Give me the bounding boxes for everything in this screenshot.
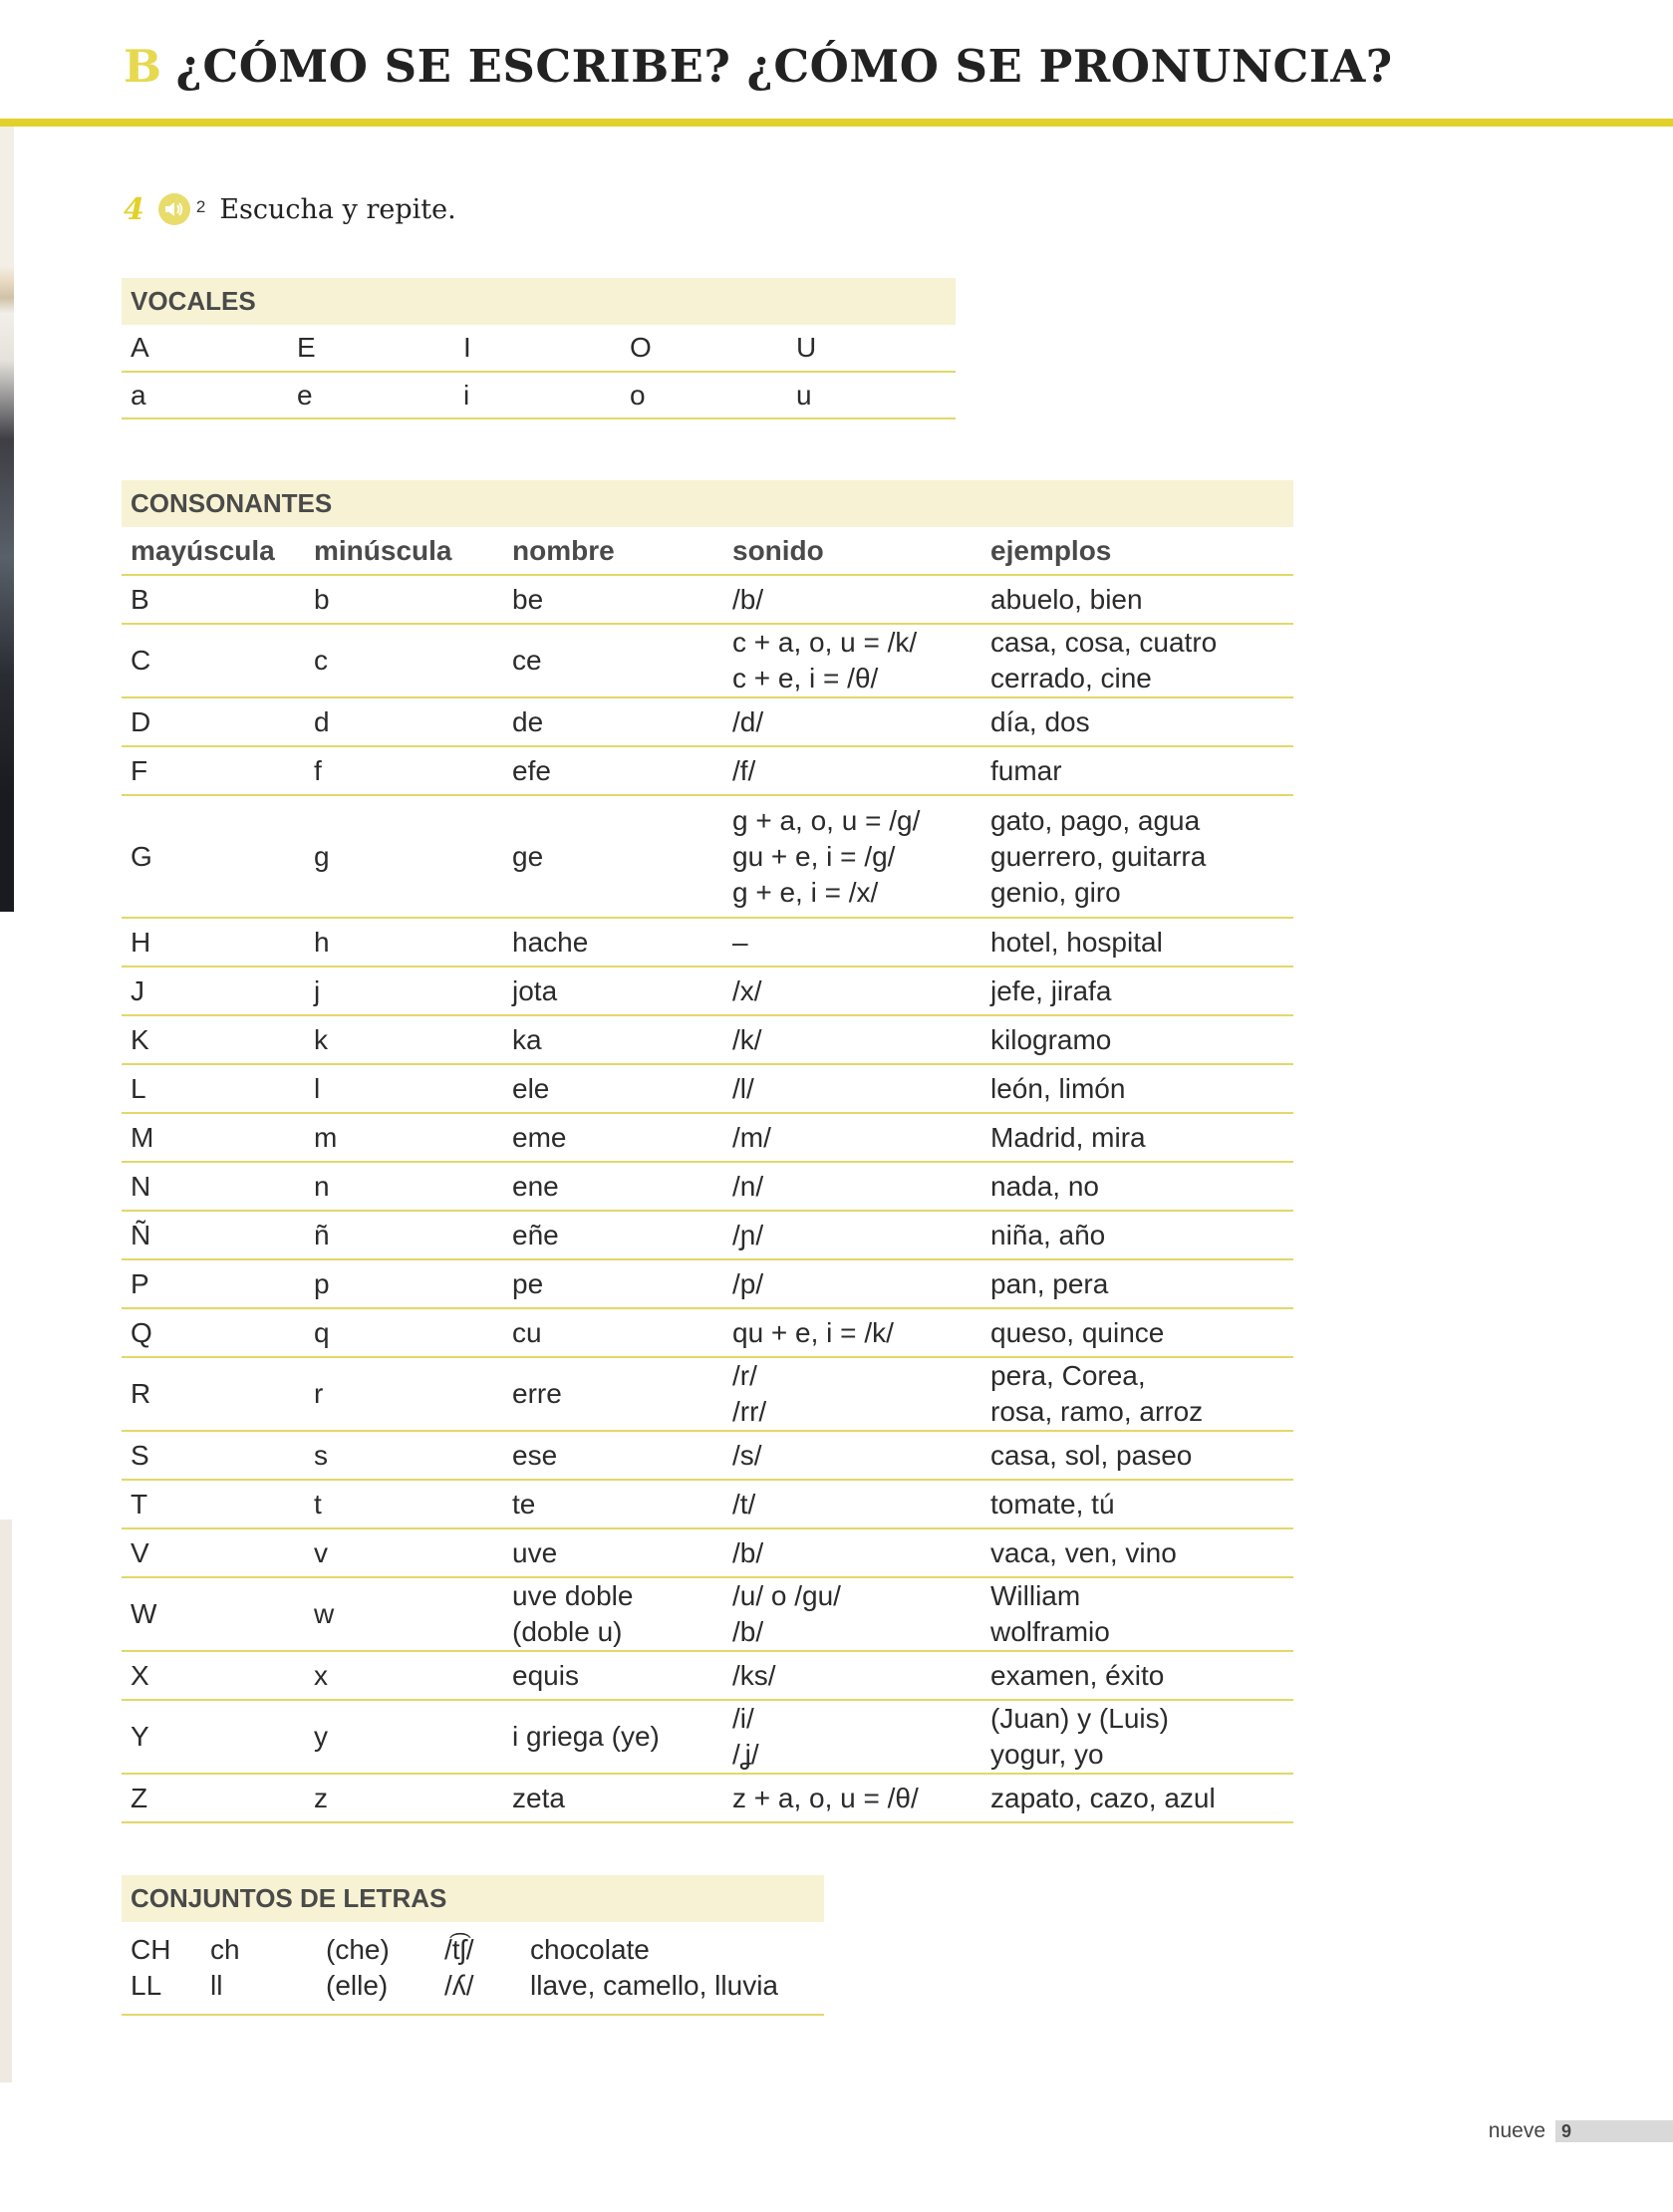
column-header: minúscula — [305, 527, 503, 575]
uppercase-cell: P — [122, 1259, 305, 1308]
letter-name-cell: hache — [503, 918, 723, 967]
page-footer — [1489, 2120, 1673, 2142]
vocales-upper-row — [122, 325, 956, 372]
sound-cell: /t/ — [723, 1480, 981, 1528]
examples-cell: kilogramo — [981, 1015, 1293, 1064]
uppercase-cell: R — [122, 1357, 305, 1431]
sound-cell: /x/ — [723, 967, 981, 1015]
lowercase-cell: b — [305, 575, 503, 624]
letter-name-cell: efe — [503, 746, 723, 795]
conjunto-upper: LL — [122, 1968, 201, 2015]
uppercase-cell: J — [122, 967, 305, 1015]
consonant-row — [122, 624, 1293, 697]
consonant-row — [122, 1162, 1293, 1211]
vowel-cell: o — [621, 372, 787, 418]
examples-cell: nada, no — [981, 1162, 1293, 1211]
letter-name-cell: jota — [503, 967, 723, 1015]
examples-cell: tomate, tú — [981, 1480, 1293, 1528]
sound-cell: /ɲ/ — [723, 1211, 981, 1259]
section-title: ¿CÓMO SE ESCRIBE? ¿CÓMO SE PRONUNCIA? — [175, 40, 1393, 93]
letter-name-cell: i griega (ye) — [503, 1700, 723, 1774]
conjunto-lower: ch — [210, 1934, 240, 1965]
uppercase-cell: C — [122, 624, 305, 697]
consonant-row — [122, 1480, 1293, 1528]
sound-cell: g + a, o, u = /g/ gu + e, i = /g/ g + e, i = /x/ — [723, 795, 981, 918]
letter-name-cell: erre — [503, 1357, 723, 1431]
sound-cell: /d/ — [723, 697, 981, 746]
examples-cell: examen, éxito — [981, 1651, 1293, 1700]
letter-name-cell: uve — [503, 1528, 723, 1577]
uppercase-cell: V — [122, 1528, 305, 1577]
letter-name-cell: ele — [503, 1064, 723, 1113]
consonant-row — [122, 1211, 1293, 1259]
vowel-cell: u — [787, 372, 956, 418]
sound-cell: /i/ /ʝ/ — [723, 1700, 981, 1774]
lowercase-cell: y — [305, 1700, 503, 1774]
conjunto-example: llave, camello, lluvia — [521, 1968, 824, 2015]
uppercase-cell: X — [122, 1651, 305, 1700]
examples-cell: Madrid, mira — [981, 1113, 1293, 1162]
sound-cell: /r/ /rr/ — [723, 1357, 981, 1431]
lowercase-cell: w — [305, 1577, 503, 1651]
uppercase-cell: L — [122, 1064, 305, 1113]
sound-cell: qu + e, i = /k/ — [723, 1308, 981, 1357]
uppercase-cell: Y — [122, 1700, 305, 1774]
consonantes-table — [122, 480, 1293, 1823]
letter-name-cell: de — [503, 697, 723, 746]
vowel-cell: i — [454, 372, 621, 418]
vowel-cell: a — [122, 372, 288, 418]
consonant-row — [122, 1308, 1293, 1357]
consonant-row — [122, 1015, 1293, 1064]
sound-cell: /m/ — [723, 1113, 981, 1162]
consonant-row — [122, 575, 1293, 624]
lowercase-cell: l — [305, 1064, 503, 1113]
examples-cell: casa, sol, paseo — [981, 1431, 1293, 1480]
vocales-caption: VOCALES — [122, 278, 956, 325]
examples-cell: fumar — [981, 746, 1293, 795]
lowercase-cell: f — [305, 746, 503, 795]
vowel-cell: E — [288, 325, 454, 372]
consonantes-header-row — [122, 527, 1293, 575]
lowercase-cell: s — [305, 1431, 503, 1480]
consonant-row — [122, 1357, 1293, 1431]
letter-name-cell: eñe — [503, 1211, 723, 1259]
uppercase-cell: Z — [122, 1774, 305, 1822]
uppercase-cell: Q — [122, 1308, 305, 1357]
examples-cell: (Juan) y (Luis) yogur, yo — [981, 1700, 1293, 1774]
examples-cell: pera, Corea, rosa, ramo, arroz — [981, 1357, 1293, 1431]
audio-track-number: 2 — [195, 197, 206, 216]
conjunto-sound: /ʎ/ — [435, 1968, 521, 2015]
exercise-heading — [124, 189, 456, 229]
lowercase-cell: k — [305, 1015, 503, 1064]
letter-name-cell: uve doble (doble u) — [503, 1577, 723, 1651]
consonant-row — [122, 918, 1293, 967]
sound-cell: c + a, o, u = /k/ c + e, i = /θ/ — [723, 624, 981, 697]
conjunto-name: (che) — [326, 1934, 390, 1965]
letter-name-cell: pe — [503, 1259, 723, 1308]
sound-cell: /u/ o /gu/ /b/ — [723, 1577, 981, 1651]
vowel-cell: U — [787, 325, 956, 372]
uppercase-cell: D — [122, 697, 305, 746]
sound-cell: /p/ — [723, 1259, 981, 1308]
column-header: sonido — [723, 527, 981, 575]
sound-cell: z + a, o, u = /θ/ — [723, 1774, 981, 1822]
lowercase-cell: t — [305, 1480, 503, 1528]
vowel-cell: O — [621, 325, 787, 372]
consonant-row — [122, 697, 1293, 746]
conjuntos-row — [122, 1968, 824, 2015]
examples-cell: día, dos — [981, 697, 1293, 746]
column-header: ejemplos — [981, 527, 1293, 575]
section-letter: B — [124, 40, 162, 93]
lowercase-cell: z — [305, 1774, 503, 1822]
uppercase-cell: S — [122, 1431, 305, 1480]
lowercase-cell: ñ — [305, 1211, 503, 1259]
examples-cell: zapato, cazo, azul — [981, 1774, 1293, 1822]
vowel-cell: A — [122, 325, 288, 372]
uppercase-cell: B — [122, 575, 305, 624]
examples-cell: niña, año — [981, 1211, 1293, 1259]
uppercase-cell: W — [122, 1577, 305, 1651]
uppercase-cell: H — [122, 918, 305, 967]
uppercase-cell: F — [122, 746, 305, 795]
lowercase-cell: n — [305, 1162, 503, 1211]
consonant-row — [122, 1700, 1293, 1774]
sound-cell: /l/ — [723, 1064, 981, 1113]
examples-cell: vaca, ven, vino — [981, 1528, 1293, 1577]
consonant-row — [122, 1774, 1293, 1822]
sound-cell: /f/ — [723, 746, 981, 795]
examples-cell: gato, pago, agua guerrero, guitarra genio, giro — [981, 795, 1293, 918]
letter-name-cell: ce — [503, 624, 723, 697]
lowercase-cell: j — [305, 967, 503, 1015]
sound-cell: /b/ — [723, 575, 981, 624]
header-rule — [0, 119, 1673, 127]
lowercase-cell: g — [305, 795, 503, 918]
consonant-row — [122, 1577, 1293, 1651]
column-header: nombre — [503, 527, 723, 575]
examples-cell: William wolframio — [981, 1577, 1293, 1651]
lowercase-cell: m — [305, 1113, 503, 1162]
lowercase-cell: c — [305, 624, 503, 697]
sound-cell: /k/ — [723, 1015, 981, 1064]
consonant-row — [122, 1259, 1293, 1308]
exercise-number: 4 — [124, 191, 144, 227]
lowercase-cell: q — [305, 1308, 503, 1357]
examples-cell: león, limón — [981, 1064, 1293, 1113]
consonant-row — [122, 1113, 1293, 1162]
vowel-cell: e — [288, 372, 454, 418]
lowercase-cell: d — [305, 697, 503, 746]
sound-cell: /n/ — [723, 1162, 981, 1211]
conjunto-name: (elle) — [317, 1968, 435, 2015]
lowercase-cell: h — [305, 918, 503, 967]
letter-name-cell: zeta — [503, 1774, 723, 1822]
uppercase-cell: N — [122, 1162, 305, 1211]
letter-name-cell: cu — [503, 1308, 723, 1357]
conjunto-sound: /t͡ʃ/ — [444, 1934, 474, 1965]
uppercase-cell: M — [122, 1113, 305, 1162]
column-header: mayúscula — [122, 527, 305, 575]
consonant-row — [122, 1651, 1293, 1700]
lowercase-cell: x — [305, 1651, 503, 1700]
letter-name-cell: equis — [503, 1651, 723, 1700]
examples-cell: hotel, hospital — [981, 918, 1293, 967]
conjunto-example: chocolate — [530, 1934, 650, 1965]
uppercase-cell: T — [122, 1480, 305, 1528]
consonant-row — [122, 1431, 1293, 1480]
vocales-lower-row — [122, 372, 956, 418]
consonant-row — [122, 1064, 1293, 1113]
letter-name-cell: be — [503, 575, 723, 624]
vowel-cell: I — [454, 325, 621, 372]
sound-cell: /ks/ — [723, 1651, 981, 1700]
lowercase-cell: v — [305, 1528, 503, 1577]
audio-speaker-icon[interactable] — [158, 193, 190, 225]
consonant-row — [122, 795, 1293, 918]
sound-cell: /s/ — [723, 1431, 981, 1480]
conjunto-upper: CH — [131, 1934, 171, 1965]
conjuntos-row — [122, 1922, 824, 1968]
conjunto-lower: ll — [201, 1968, 317, 2015]
consonant-row — [122, 746, 1293, 795]
consonant-row — [122, 1528, 1293, 1577]
uppercase-cell: K — [122, 1015, 305, 1064]
lowercase-cell: r — [305, 1357, 503, 1431]
vocales-table — [122, 278, 956, 419]
examples-cell: casa, cosa, cuatro cerrado, cine — [981, 624, 1293, 697]
uppercase-cell: Ñ — [122, 1211, 305, 1259]
examples-cell: abuelo, bien — [981, 575, 1293, 624]
page-number: 9 — [1555, 2120, 1673, 2142]
letter-name-cell: ge — [503, 795, 723, 918]
left-edge-photo-lower — [0, 1520, 12, 2082]
left-edge-photo — [0, 125, 14, 912]
examples-cell: jefe, jirafa — [981, 967, 1293, 1015]
conjuntos-table — [122, 1875, 824, 2016]
lowercase-cell: p — [305, 1259, 503, 1308]
examples-cell: pan, pera — [981, 1259, 1293, 1308]
exercise-instruction: Escucha y repite. — [219, 193, 456, 225]
letter-name-cell: eme — [503, 1113, 723, 1162]
page-number-word: nueve — [1488, 2119, 1545, 2142]
conjuntos-caption: CONJUNTOS DE LETRAS — [122, 1875, 824, 1922]
sound-cell: /b/ — [723, 1528, 981, 1577]
page-title — [124, 40, 1393, 93]
letter-name-cell: ka — [503, 1015, 723, 1064]
letter-name-cell: ese — [503, 1431, 723, 1480]
consonant-row — [122, 967, 1293, 1015]
consonantes-caption: CONSONANTES — [122, 480, 1293, 527]
uppercase-cell: G — [122, 795, 305, 918]
letter-name-cell: te — [503, 1480, 723, 1528]
letter-name-cell: ene — [503, 1162, 723, 1211]
examples-cell: queso, quince — [981, 1308, 1293, 1357]
sound-cell: – — [723, 918, 981, 967]
